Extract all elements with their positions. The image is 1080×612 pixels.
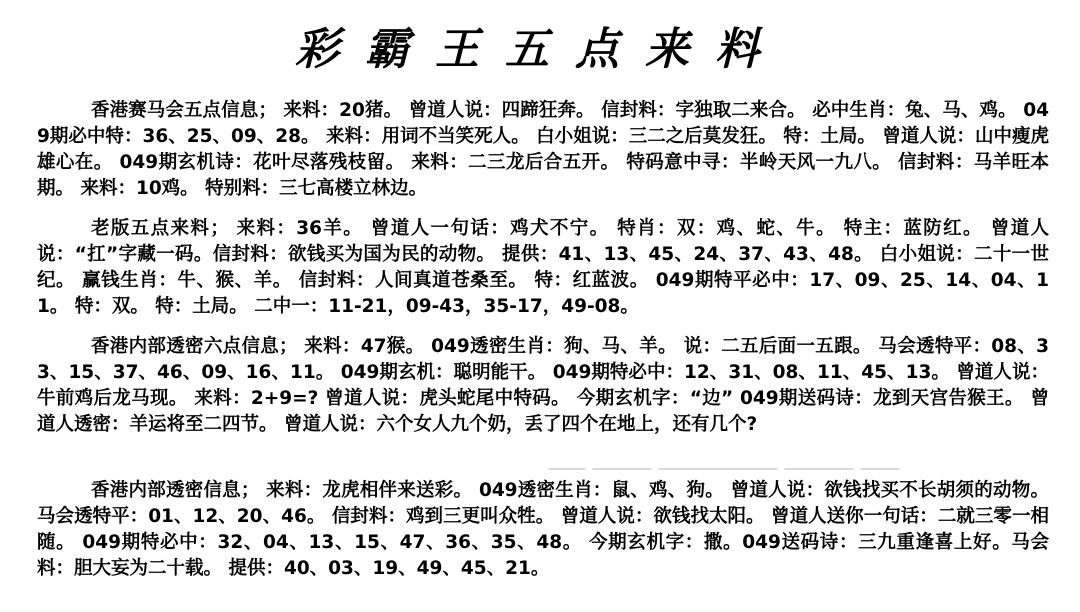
info-paragraph-3: 香港内部透密六点信息； 来料：47猴。 049透密生肖：狗、马、羊。 说：二五后面一五跟。 马会透特平：08、33、15、37、46、09、16、11。 049期玄机：聪明能干。 049期特必中：12、31、08、11、45、13。 曾道人说：牛前鸡后龙马现。 来料：2+9=? 曾道人说：虎头蛇尾中特码。 今期玄机字：“边” 049期送码诗：龙到天宫告猴王。 曾道人透密：羊运将至二四节。 曾道人说：六个女人九个奶，丢了四个在地上，还有几个? <box>37 336 1049 435</box>
info-paragraph-2: 老版五点来料； 来料：36羊。 曾道人一句话：鸡犬不宁。 特肖：双：鸡、蛇、牛。 特主：蓝防红。 曾道人说：“扛”字藏一码。信封料：欲钱买为国为民的动物。 提供：41、13、45、24、37、43、48。 白小姐说：二十一世纪。 赢钱生肖：牛、猴、羊。 信封料：人间真道苍桑至。 特：红蓝波。 049期特平必中：17、09、25、14、04、11。 特：双。 特：土局。 二中一：11-21，09-43，35-17，49-08。 <box>37 218 1049 317</box>
page-title: 彩霸王五点来料 <box>295 24 785 75</box>
faint-scan-artifact <box>548 458 948 470</box>
info-paragraph-4: 香港内部透密信息； 来料：龙虎相伴来送彩。 049透密生肖：鼠、鸡、狗。 曾道人说：欲钱找买不长胡须的动物。 马会透特平：01、12、20、46。 信封料：鸡到三更叫众牲。 曾道人说：欲钱找太阳。 曾道人送你一句话：二就三零一相随。 049期特必中：32、04、13、15、47、36、35、48。 今期玄机字：撒。049送码诗：三九重逢喜上好。马会料：胆大妄为二十载。 提供：40、03、19、49、45、21。 <box>37 480 1049 579</box>
info-paragraph-1: 香港赛马会五点信息； 来料：20猪。 曾道人说：四蹄狂奔。 信封料：字独取二来合。 必中生肖：兔、马、鸡。 049期必中特：36、25、09、28。 来料：用词不当笑死人。 白小姐说：三二之后莫发狂。 特：土局。 曾道人说：山中瘦虎雄心在。 049期玄机诗：花叶尽落残枝留。 来料：二三龙后合五开。 特码意中寻：半岭天风一九八。 信封料：马羊旺本期。 来料：10鸡。 特别料：三七高楼立林边。 <box>37 100 1049 199</box>
